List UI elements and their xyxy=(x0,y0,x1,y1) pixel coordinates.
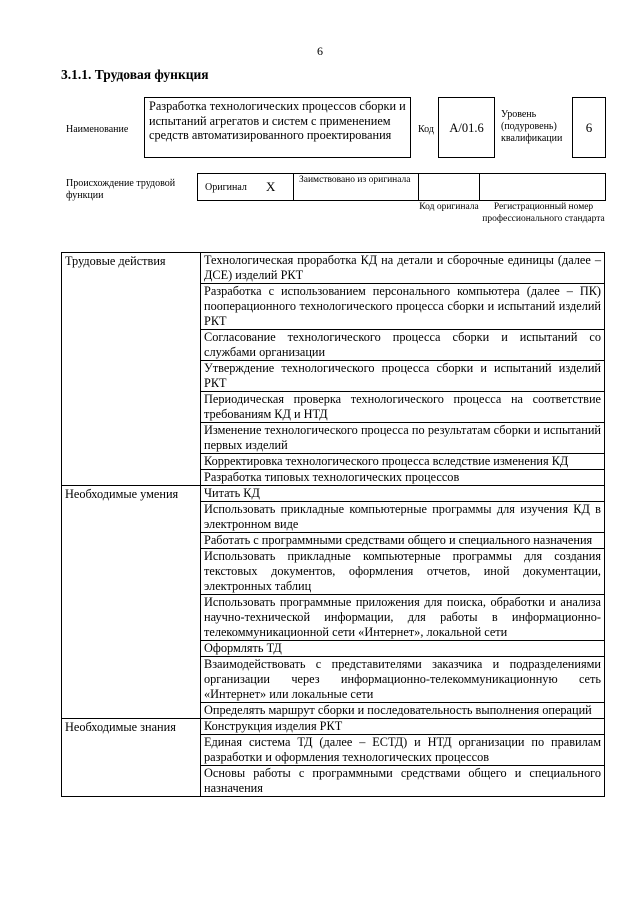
table-row xyxy=(62,253,605,284)
section-category: Необходимые умения xyxy=(62,486,201,719)
section-item: Согласование технологического процесса сборки и испытаний со службами организации xyxy=(201,330,605,361)
code-value-box xyxy=(438,97,495,158)
origin-code-caption: Код оригинала xyxy=(419,202,479,212)
section-item: Оформлять ТД xyxy=(201,641,605,657)
section-item: Определять маршрут сборки и последовательность выполнения операций xyxy=(201,703,605,719)
section-title: 3.1.1. Трудовая функция xyxy=(61,67,209,82)
section-item: Основы работы с программными средствами общего и специального назначения xyxy=(201,766,605,797)
name-label: Наименование xyxy=(66,124,129,135)
section-item: Использовать программные приложения для поиска, обработки и анализа научно-технической информации, для работы в информационно-телекоммуникационной сети «Интернет», локальной сети xyxy=(201,595,605,641)
name-value-box xyxy=(144,97,411,158)
origin-label: Происхождение трудовой функции xyxy=(66,178,176,201)
table-row xyxy=(62,719,605,735)
section-item: Использовать прикладные компьютерные программы для создания текстовых документов, оформления отчетов, иной документации, электронных таблиц xyxy=(201,549,605,595)
origin-borrowed-box xyxy=(293,173,419,201)
level-value: 6 xyxy=(585,120,593,135)
origin-reg-box xyxy=(479,173,606,201)
code-label: Код xyxy=(418,124,434,135)
origin-code-box xyxy=(418,173,480,201)
original-label: Оригинал xyxy=(205,182,247,193)
section-category: Трудовые действия xyxy=(62,253,201,486)
level-label: Уровень (подуровень) квалификации xyxy=(501,109,563,144)
section-item: Взаимодействовать с представителями заказчика и подразделениями организации через информационно-телекоммуникационную сеть «Интернет» или локальные сети xyxy=(201,657,605,703)
name-value: Разработка технологических процессов сборки и испытаний агрегатов и систем с применением средств автоматизированного проектирования xyxy=(149,99,406,143)
section-item: Использовать прикладные компьютерные программы для изучения КД в электронном виде xyxy=(201,502,605,533)
code-value: А/01.6 xyxy=(449,121,484,135)
section-item: Работать с программными средствами общего и специального назначения xyxy=(201,533,605,549)
section-item: Корректировка технологического процесса вследствие изменения КД xyxy=(201,454,605,470)
origin-original-box xyxy=(197,173,294,201)
section-item: Технологическая проработка КД на детали и сборочные единицы (далее – ДСЕ) изделий РКТ xyxy=(201,253,605,284)
section-item: Периодическая проверка технологического процесса на соответствие требованиям КД и НТД xyxy=(201,392,605,423)
section-item: Единая система ТД (далее – ЕСТД) и НТД организации по правилам разработки и оформления технологических процессов xyxy=(201,735,605,766)
origin-reg-caption: Регистрационный номер профессионального стандарта xyxy=(482,202,605,224)
original-mark: Х xyxy=(266,179,276,194)
level-value-box xyxy=(572,97,606,158)
section-category: Необходимые знания xyxy=(62,719,201,797)
section-item: Утверждение технологического процесса сборки и испытаний изделий РКТ xyxy=(201,361,605,392)
section-item: Читать КД xyxy=(201,486,605,502)
borrowed-label: Заимствовано из оригинала xyxy=(299,175,411,185)
section-item: Конструкция изделия РКТ xyxy=(201,719,605,735)
section-item: Изменение технологического процесса по результатам сборки и испытаний первых изделий xyxy=(201,423,605,454)
table-row xyxy=(62,486,605,502)
requirements-table xyxy=(61,252,605,797)
section-item: Разработка типовых технологических процессов xyxy=(201,470,605,486)
section-item: Разработка с использованием персонального компьютера (далее – ПК) пооперационного технологического процесса сборки и испытаний изделий РКТ xyxy=(201,284,605,330)
page-number: 6 xyxy=(317,44,323,58)
